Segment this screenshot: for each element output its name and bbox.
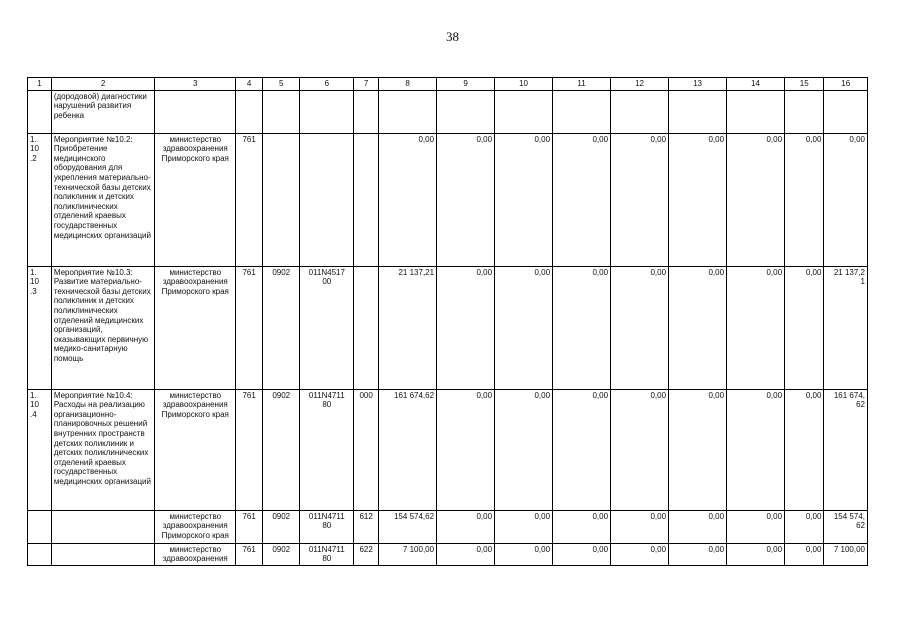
- table-cell-col-16: 154 574, 62: [824, 510, 868, 543]
- column-number-10: 10: [495, 78, 553, 91]
- table-cell-col-3: министерство здравоохранения Приморского края: [155, 389, 236, 510]
- table-cell-col-2: Мероприятие №10.2: Приобретение медицинского оборудования для укрепления материально-технической базы детских поликлиник и детских поликлинических отделений краевых государственных медицинских организаций: [51, 133, 155, 266]
- table-cell-col-14: 0,00: [727, 133, 785, 266]
- table-cell-col-14: 0,00: [727, 543, 785, 565]
- column-number-7: 7: [354, 78, 379, 91]
- table-cell-col-11: 0,00: [553, 510, 611, 543]
- table-cell-col-6: [300, 133, 354, 266]
- table-cell-col-16: 0,00: [824, 133, 868, 266]
- table-cell-col-6: 011N4711 80: [300, 389, 354, 510]
- table-cell-col-7: [354, 90, 379, 133]
- table-cell-col-10: 0,00: [495, 543, 553, 565]
- table-cell-col-12: [611, 90, 669, 133]
- table-cell-col-13: [669, 90, 727, 133]
- table-row: [28, 510, 868, 543]
- table-cell-col-7: [354, 133, 379, 266]
- table-cell-col-2: Мероприятие №10.4: Расходы на реализацию организационно-планировочных решений внутренних пространств детских поликлиник и детских поликлинических отделений краевых государственных медицинских организаций: [51, 389, 155, 510]
- column-number-11: 11: [553, 78, 611, 91]
- table-cell-col-9: 0,00: [437, 510, 495, 543]
- table-cell-col-13: 0,00: [669, 133, 727, 266]
- table-cell-col-14: 0,00: [727, 389, 785, 510]
- table-cell-col-14: 0,00: [727, 510, 785, 543]
- table-cell-col-15: 0,00: [785, 510, 824, 543]
- table-cell-col-11: 0,00: [553, 266, 611, 389]
- table-cell-col-8: [379, 90, 437, 133]
- table-cell-col-9: 0,00: [437, 133, 495, 266]
- table-cell-col-10: 0,00: [495, 133, 553, 266]
- table-cell-col-2: (дородовой) диагностики нарушений развития ребенка: [51, 90, 155, 133]
- page-number: 38: [446, 29, 459, 44]
- table-cell-col-6: 011N4711 80: [300, 510, 354, 543]
- table-cell-col-16: 7 100,00: [824, 543, 868, 565]
- table-cell-col-1: [28, 510, 52, 543]
- table-cell-col-2: Мероприятие №10.3: Развитие материально-технической базы детских поликлиник и детских поликлинических отделений медицинских организаций, оказывающих первичную медико-санитарную помощь: [51, 266, 155, 389]
- table-cell-col-4: 761: [236, 389, 263, 510]
- column-number-4: 4: [236, 78, 263, 91]
- column-number-6: 6: [300, 78, 354, 91]
- table-cell-col-13: 0,00: [669, 389, 727, 510]
- column-number-9: 9: [437, 78, 495, 91]
- table-cell-col-5: 0902: [263, 266, 300, 389]
- table-cell-col-10: 0,00: [495, 510, 553, 543]
- table-cell-col-8: 0,00: [379, 133, 437, 266]
- table-cell-col-4: [236, 90, 263, 133]
- column-number-13: 13: [669, 78, 727, 91]
- table-cell-col-11: 0,00: [553, 543, 611, 565]
- table-cell-col-13: 0,00: [669, 266, 727, 389]
- table-cell-col-10: [495, 90, 553, 133]
- table-cell-col-16: [824, 90, 868, 133]
- table-cell-col-16: 21 137,2 1: [824, 266, 868, 389]
- table-cell-col-8: 21 137,21: [379, 266, 437, 389]
- table-cell-col-5: [263, 133, 300, 266]
- table-cell-col-11: [553, 90, 611, 133]
- column-number-row: [28, 78, 868, 91]
- table-cell-col-2: [51, 543, 155, 565]
- table-cell-col-4: 761: [236, 266, 263, 389]
- table-cell-col-12: 0,00: [611, 389, 669, 510]
- table-cell-col-8: 161 674,62: [379, 389, 437, 510]
- column-number-14: 14: [727, 78, 785, 91]
- column-number-8: 8: [379, 78, 437, 91]
- table-cell-col-3: министерство здравоохранения Приморского края: [155, 510, 236, 543]
- table-cell-col-4: 761: [236, 510, 263, 543]
- table-cell-col-7: [354, 266, 379, 389]
- table-row: [28, 266, 868, 389]
- table-cell-col-6: [300, 90, 354, 133]
- budget-table: [27, 77, 868, 566]
- table-cell-col-1: [28, 543, 52, 565]
- table-cell-col-9: 0,00: [437, 543, 495, 565]
- table-cell-col-12: 0,00: [611, 133, 669, 266]
- table-cell-col-3: [155, 90, 236, 133]
- table-cell-col-15: 0,00: [785, 266, 824, 389]
- table-cell-col-15: 0,00: [785, 133, 824, 266]
- table-row: [28, 133, 868, 266]
- table-row: [28, 543, 868, 565]
- column-number-5: 5: [263, 78, 300, 91]
- column-number-12: 12: [611, 78, 669, 91]
- table-cell-col-10: 0,00: [495, 389, 553, 510]
- table-row: [28, 90, 868, 133]
- table-cell-col-14: 0,00: [727, 266, 785, 389]
- table-body: [28, 78, 868, 566]
- table-cell-col-3: министерство здравоохранения Приморского края: [155, 133, 236, 266]
- table-cell-col-7: 612: [354, 510, 379, 543]
- table-cell-col-12: 0,00: [611, 543, 669, 565]
- table-cell-col-1: [28, 90, 52, 133]
- table-cell-col-8: 7 100,00: [379, 543, 437, 565]
- table-cell-col-6: 011N4517 00: [300, 266, 354, 389]
- table-cell-col-13: 0,00: [669, 543, 727, 565]
- table-cell-col-6: 011N4711 80: [300, 543, 354, 565]
- table-cell-col-13: 0,00: [669, 510, 727, 543]
- column-number-1: 1: [28, 78, 52, 91]
- table-cell-col-4: 761: [236, 133, 263, 266]
- table-cell-col-1: 1. 10 .4: [28, 389, 52, 510]
- column-number-16: 16: [824, 78, 868, 91]
- table-cell-col-14: [727, 90, 785, 133]
- table-cell-col-5: 0902: [263, 389, 300, 510]
- table-row: [28, 389, 868, 510]
- table-cell-col-11: 0,00: [553, 389, 611, 510]
- table-cell-col-7: 000: [354, 389, 379, 510]
- table-cell-col-5: [263, 90, 300, 133]
- column-number-2: 2: [51, 78, 155, 91]
- table-cell-col-5: 0902: [263, 510, 300, 543]
- table-cell-col-15: 0,00: [785, 389, 824, 510]
- table-cell-col-12: 0,00: [611, 510, 669, 543]
- table-cell-col-9: 0,00: [437, 266, 495, 389]
- table-cell-col-10: 0,00: [495, 266, 553, 389]
- table-cell-col-15: [785, 90, 824, 133]
- column-number-15: 15: [785, 78, 824, 91]
- table-cell-col-2: [51, 510, 155, 543]
- table-cell-col-9: [437, 90, 495, 133]
- table-cell-col-5: 0902: [263, 543, 300, 565]
- column-number-3: 3: [155, 78, 236, 91]
- table-cell-col-11: 0,00: [553, 133, 611, 266]
- table-cell-col-3: министерство здравоохранения: [155, 543, 236, 565]
- table-cell-col-8: 154 574,62: [379, 510, 437, 543]
- table-cell-col-15: 0,00: [785, 543, 824, 565]
- table-cell-col-4: 761: [236, 543, 263, 565]
- table-cell-col-16: 161 674, 62: [824, 389, 868, 510]
- table-cell-col-1: 1. 10 .3: [28, 266, 52, 389]
- table-cell-col-1: 1. 10 .2: [28, 133, 52, 266]
- table-cell-col-9: 0,00: [437, 389, 495, 510]
- table-cell-col-7: 622: [354, 543, 379, 565]
- table-cell-col-3: министерство здравоохранения Приморского края: [155, 266, 236, 389]
- table-cell-col-12: 0,00: [611, 266, 669, 389]
